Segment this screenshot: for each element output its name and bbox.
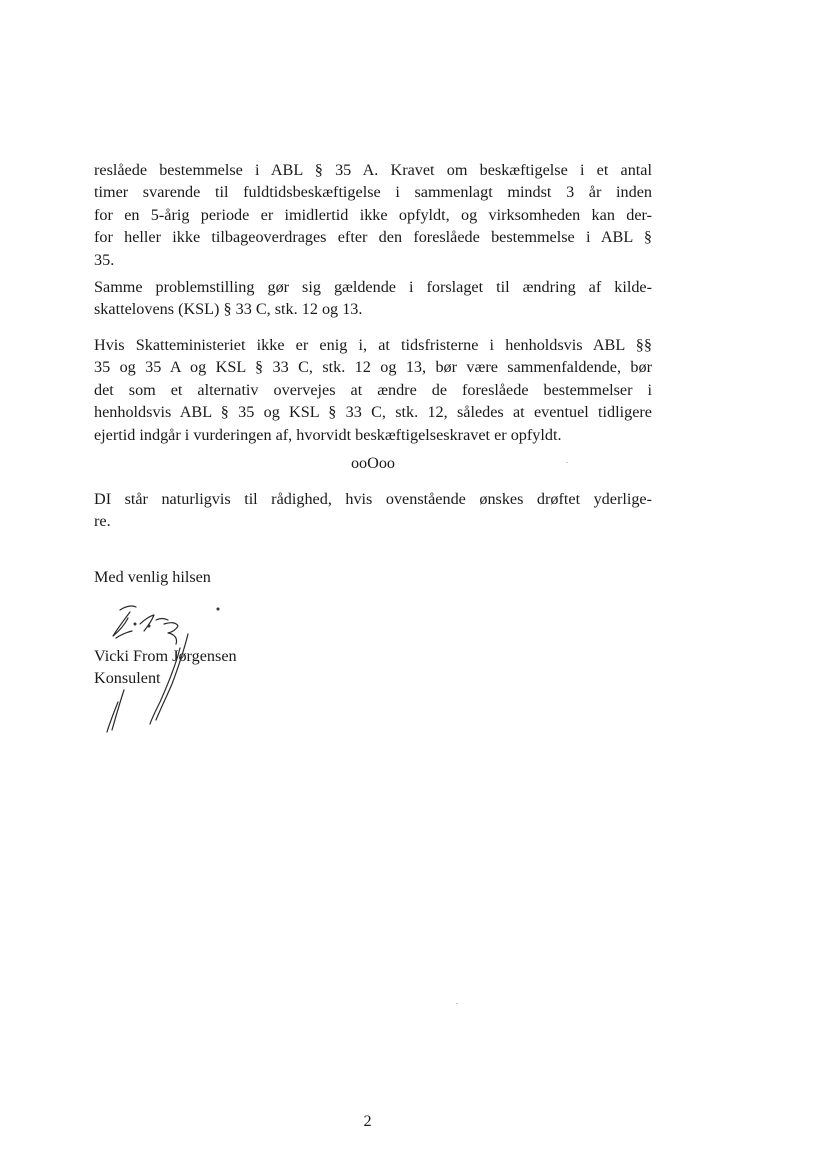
paragraph-line: for heller ikke tilbageoverdrages efter den foreslåede bestemmelse i ABL § [94, 228, 652, 247]
paragraph-line: skattelovens (KSL) § 33 C, stk. 12 og 13. [94, 300, 363, 319]
paragraph-ksl [94, 276, 652, 321]
handwritten-signature [96, 598, 226, 743]
paragraph-availability [94, 488, 652, 533]
paragraph-line: Samme problemstilling gør sig gældende i forslaget til ændring af kilde- [94, 278, 652, 296]
paragraph-line: re. [94, 512, 111, 531]
paragraph-abl-35a [94, 159, 652, 271]
paragraph-line: DI står naturligvis til rådighed, hvis ovenstående ønskes drøftet yderlige- [94, 490, 652, 508]
signer-name: Vicki From Jørgensen [94, 647, 237, 665]
paragraph-line: 35. [94, 250, 115, 269]
section-separator: ooOoo [350, 454, 396, 472]
scan-speck [566, 462, 568, 463]
paragraph-line: ejertid indgår i vurderingen af, hvorvidt beskæftigelseskravet er opfyldt. [94, 425, 562, 444]
paragraph-line: henholdsvis ABL § 35 og KSL § 33 C, stk. 12, således at eventuel tidligere [94, 403, 652, 422]
scan-speck [456, 1003, 458, 1004]
page-number: 2 [363, 1112, 372, 1130]
closing-salutation: Med venlig hilsen [94, 568, 211, 586]
paragraph-skatteministeriet [94, 334, 652, 446]
paragraph-line: for en 5-årig periode er imidlertid ikke opfyldt, og virksomheden kan der- [94, 205, 652, 224]
paragraph-line: 35 og 35 A og KSL § 33 C, stk. 12 og 13, bør være sammenfaldende, bør [94, 358, 652, 377]
paragraph-line: reslåede bestemmelse i ABL § 35 A. Kravet om beskæftigelse i et antal [94, 161, 652, 179]
paragraph-line: timer svarende til fuldtidsbeskæftigelse i sammenlagt mindst 3 år inden [94, 183, 652, 202]
paragraph-line: Hvis Skatteministeriet ikke er enig i, at tidsfristerne i henholdsvis ABL §§ [94, 336, 652, 354]
paragraph-line: det som et alternativ overvejes at ændre de foreslåede bestemmelser i [94, 380, 652, 399]
signer-title: Konsulent [94, 669, 161, 687]
